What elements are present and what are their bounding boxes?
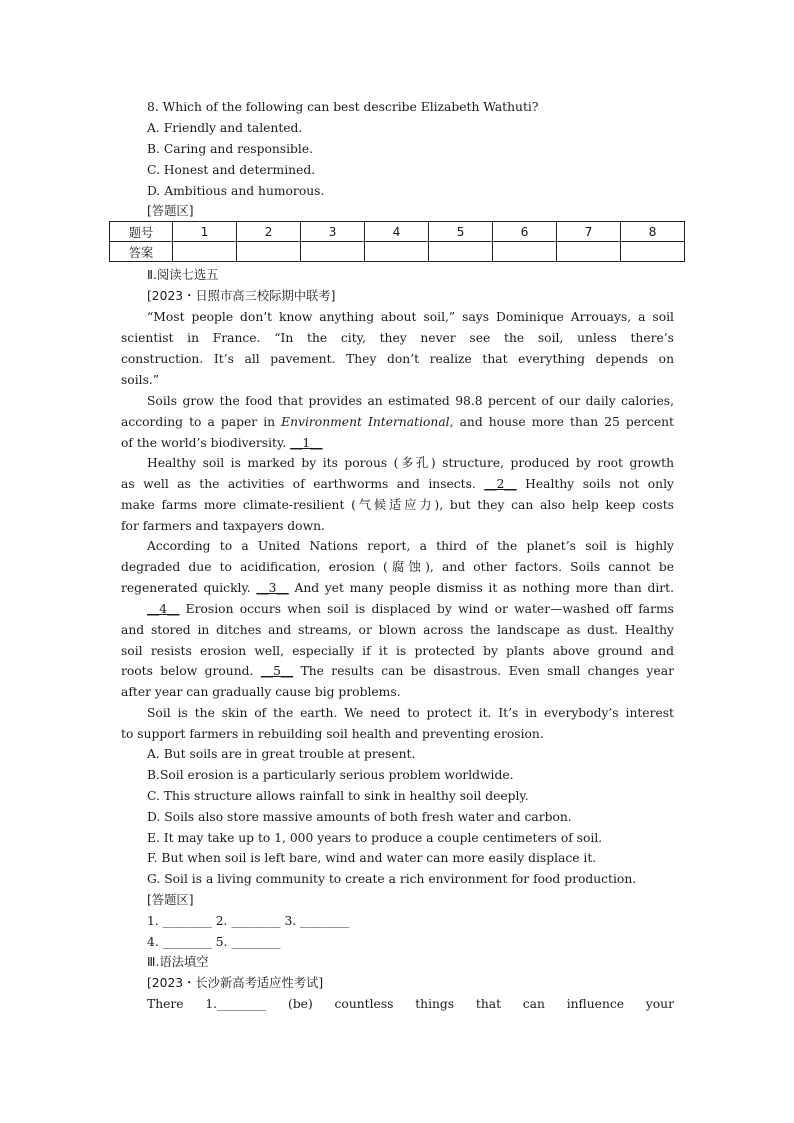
answer-blanks-row-2[interactable]: 4. ________ 5. ________ xyxy=(147,935,281,949)
question-number-cell: 4 xyxy=(365,222,429,242)
answer-cell[interactable] xyxy=(557,242,621,262)
answer-cell[interactable] xyxy=(621,242,685,262)
q8-option-a: A. Friendly and talented. xyxy=(147,121,303,135)
question-number-cell: 1 xyxy=(173,222,237,242)
blank-3[interactable]: __3__ xyxy=(256,581,289,595)
grammar-first-line xyxy=(147,994,674,1015)
passage-p1-line: scientist in France. “In the city, they never see the soil, unless there’s xyxy=(121,331,674,345)
passage-p4-line xyxy=(121,578,674,599)
grammar-word: that xyxy=(475,997,502,1011)
option-d: D. Soils also store massive amounts of both fresh water and carbon. xyxy=(147,810,572,824)
option-c: C. This structure allows rainfall to sink in healthy soil deeply. xyxy=(147,789,529,803)
passage-p5-line xyxy=(121,661,674,682)
passage-text: The results can be disastrous. Even small changes year xyxy=(300,664,674,678)
question-number-cell: 8 xyxy=(621,222,685,242)
section-2-answer-area-label: [答题区] xyxy=(147,893,194,907)
section-3-source: [2023・长沙新高考适应性考试] xyxy=(147,976,324,990)
question-number-cell: 7 xyxy=(557,222,621,242)
option-b: B.Soil erosion is a particularly serious problem worldwide. xyxy=(147,768,514,782)
answer-table-header-row xyxy=(110,222,685,242)
option-a: A. But soils are in great trouble at present. xyxy=(147,747,416,761)
answer-area-label: [答题区] xyxy=(147,204,194,218)
passage-text: roots below ground. xyxy=(121,664,254,678)
answer-cell[interactable] xyxy=(365,242,429,262)
grammar-word: countless xyxy=(334,997,394,1011)
question-number-cell: 2 xyxy=(237,222,301,242)
section-3-title: Ⅲ.语法填空 xyxy=(147,955,209,969)
passage-p6-line: Soil is the skin of the earth. We need to protect it. It’s in everybody’s interest xyxy=(147,706,674,720)
passage-text: as well as the activities of earthworms and insects. xyxy=(121,477,476,491)
q8-option-b: B. Caring and responsible. xyxy=(147,142,314,156)
q8-option-d: D. Ambitious and humorous. xyxy=(147,184,325,198)
answer-blanks-row-1[interactable]: 1. ________ 2. ________ 3. ________ xyxy=(147,914,350,928)
grammar-word: influence xyxy=(566,997,625,1011)
answer-cell[interactable] xyxy=(237,242,301,262)
passage-text: of the world’s biodiversity. xyxy=(121,436,287,450)
answer-label: 答案 xyxy=(110,242,173,262)
grammar-word: can xyxy=(522,997,545,1011)
grammar-word: (be) xyxy=(288,997,313,1011)
blank-4[interactable]: __4__ xyxy=(147,602,180,616)
grammar-word: your xyxy=(645,997,674,1011)
section-2-source: [2023・日照市高三校际期中联考] xyxy=(147,289,336,303)
option-f: F. But when soil is left bare, wind and water can more easily displace it. xyxy=(147,851,597,865)
passage-text: Erosion occurs when soil is displaced by wind or water—washed off farms xyxy=(185,602,674,616)
passage-p6-line: to support farmers in rebuilding soil health and preventing erosion. xyxy=(121,727,544,741)
question-number-label: 题号 xyxy=(110,222,173,242)
passage-p3-line: Healthy soil is marked by its porous (多孔) structure, produced by root growth xyxy=(147,456,674,470)
answer-cell[interactable] xyxy=(493,242,557,262)
passage-p5-line: and stored in ditches and streams, or blown across the landscape as dust. Healthy xyxy=(121,623,674,637)
grammar-word: things xyxy=(415,997,455,1011)
passage-p3-line xyxy=(121,474,674,495)
answer-cell[interactable] xyxy=(301,242,365,262)
option-e: E. It may take up to 1, 000 years to produce a couple centimeters of soil. xyxy=(147,831,603,845)
passage-p5-line: after year can gradually cause big problems. xyxy=(121,685,401,699)
passage-p2-line xyxy=(121,412,674,433)
passage-p2-line xyxy=(121,433,674,454)
passage-p1-line: soils.” xyxy=(121,373,160,387)
grammar-word: There xyxy=(147,997,184,1011)
question-8-stem: 8. Which of the following can best describe Elizabeth Wathuti? xyxy=(147,100,539,114)
answer-table-answer-row xyxy=(110,242,685,262)
passage-p4-line: degraded due to acidification, erosion (腐蚀), and other factors. Soils cannot be xyxy=(121,560,674,574)
passage-text: regenerated quickly. xyxy=(121,581,251,595)
passage-p4-line: According to a United Nations report, a third of the planet’s soil is highly xyxy=(147,539,674,553)
blank-2[interactable]: __2__ xyxy=(484,477,517,491)
passage-p3-line: make farms more climate-resilient (气候适应力), but they can also help keep costs xyxy=(121,498,674,512)
answer-cell[interactable] xyxy=(173,242,237,262)
passage-text: according to a paper in xyxy=(121,415,282,429)
grammar-blank-1[interactable]: 1.________ xyxy=(205,997,267,1011)
passage-p5-line: soil resists erosion well, especially if it is protected by plants above ground and xyxy=(121,644,674,658)
passage-p1-line: construction. It’s all pavement. They don’t realize that everything depends on xyxy=(121,352,674,366)
blank-1[interactable]: __1__ xyxy=(290,436,323,450)
blank-5[interactable]: __5__ xyxy=(260,664,294,678)
passage-p1-line: “Most people don’t know anything about soil,” says Dominique Arrouays, a soil xyxy=(147,310,674,324)
journal-title: Environment International, xyxy=(281,415,454,429)
passage-p2-line: Soils grow the food that provides an estimated 98.8 percent of our daily calories, xyxy=(147,394,674,408)
section-2-title: Ⅱ.阅读七选五 xyxy=(147,268,219,282)
question-number-cell: 3 xyxy=(301,222,365,242)
answer-cell[interactable] xyxy=(429,242,493,262)
passage-p5-line xyxy=(147,599,674,620)
passage-text: and house more than 25 percent xyxy=(453,415,674,429)
q8-option-c: C. Honest and determined. xyxy=(147,163,316,177)
passage-p3-line: for farmers and taxpayers down. xyxy=(121,519,325,533)
option-g: G. Soil is a living community to create a rich environment for food production. xyxy=(147,872,637,886)
passage-text: And yet many people dismiss it as nothing more than dirt. xyxy=(294,581,674,595)
question-number-cell: 6 xyxy=(493,222,557,242)
answer-table xyxy=(109,221,685,262)
question-number-cell: 5 xyxy=(429,222,493,242)
passage-text: Healthy soils not only xyxy=(525,477,674,491)
